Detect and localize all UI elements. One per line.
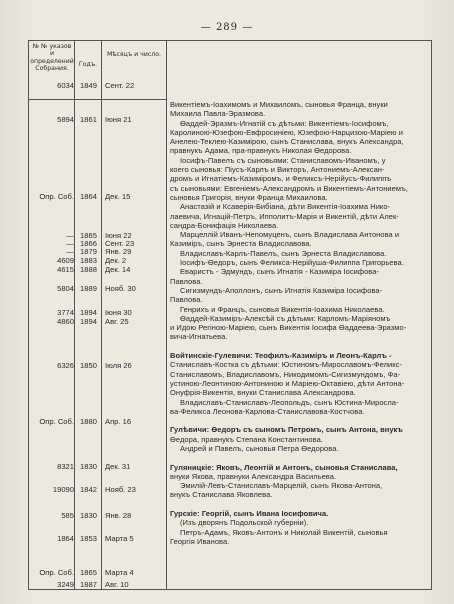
register-year: 1849 <box>80 81 97 90</box>
column-divider <box>101 41 102 589</box>
register-ref: 4860 <box>57 317 74 326</box>
register-ref: 6326 <box>57 361 74 370</box>
text-line: дромъ и Игнатіемъ-Казиміромъ, и Феликсъ-Нерійусъ-Филиппъ <box>170 174 392 184</box>
text-column <box>170 100 428 546</box>
register-date: Нояб. 30 <box>105 284 136 293</box>
text-line: Анастазій и Ксаверія-Бибіана, дѣти Викентія-Іоахима Нико- <box>180 202 391 212</box>
register-year: 1887 <box>80 580 97 589</box>
register-year: 1866 <box>80 239 97 248</box>
register-year: 1894 <box>80 308 97 317</box>
register-date: Марта 5 <box>105 534 134 543</box>
register-year: 1889 <box>80 284 97 293</box>
text-line: Петръ-Адамъ, Яковъ-Антонъ и Николай Викентій, сыновья <box>180 527 388 537</box>
register-date: Дек. 31 <box>105 462 131 471</box>
text-line: и Идою Регіною-Маріею, сынъ Викентія Іосифа Ѳаддеева-Эразмо- <box>170 323 407 333</box>
register-ref: — <box>66 239 74 248</box>
register-date: Дек. 15 <box>105 192 131 201</box>
register-year: 1865 <box>80 231 97 240</box>
register-year: 1853 <box>80 534 97 543</box>
register-ref: 8321 <box>57 462 74 471</box>
register-ref: Опр. Соб. <box>39 417 74 426</box>
text-line: Павлова. <box>170 276 203 286</box>
register-ref: 19090 <box>52 485 74 494</box>
register-year: 1894 <box>80 317 97 326</box>
text-line: Владиславъ-Карлъ-Павелъ, сынъ Эрнеста Владиславова. <box>180 248 387 258</box>
register-date: Сент. 23 <box>105 239 135 248</box>
register-date: Нояб. 23 <box>105 485 136 494</box>
text-line: (Изъ дворянъ Подольской губерніи). <box>180 518 309 528</box>
header-year: Годъ. <box>78 61 98 68</box>
text-line: Марцеллій Иванъ-Непомуценъ, сынъ Владислава Антонова и <box>180 230 400 240</box>
text-line: Онуфрія-Викентія, внуки Станислава Александрова. <box>170 388 356 398</box>
register-date: Iюня 30 <box>105 308 132 317</box>
text-line: внуки Якова, правнуки Александра Васильева. <box>170 471 337 481</box>
text-line: Михаила Павла-Эразмова. <box>170 109 266 119</box>
register-year: 1830 <box>80 462 97 471</box>
register-date: Авг. 10 <box>105 580 129 589</box>
register-date: Дек. 14 <box>105 265 131 274</box>
register-ref: 4615 <box>57 265 74 274</box>
register-date: Авг. 25 <box>105 317 129 326</box>
text-line: Павлова. <box>170 295 203 305</box>
page-number: — 289 — <box>200 22 254 33</box>
text-line: Андрей и Павелъ, сыновья Петра Ѳедорова. <box>180 443 339 453</box>
text-line: Гулѣвичи: Ѳедоръ съ сыномъ Петромъ, сынъ Антона, внукъ <box>170 425 403 435</box>
register-year: 1880 <box>80 417 97 426</box>
header-date: Мѣсяцъ и число. <box>107 51 161 58</box>
text-line: Генрихъ и Францъ, сыновья Викентія-Іоахима Николаева. <box>180 304 385 314</box>
register-date: Янв. 29 <box>105 247 132 256</box>
register-year: 1861 <box>80 115 97 124</box>
text-line: Ѳаддей-Эразмъ-Игнатій съ дѣтьми: Викентіемъ-Іосифомъ, <box>180 118 389 128</box>
column-divider <box>74 41 75 589</box>
text-line: Казиміръ, сынъ Эрнеста Владиславова. <box>170 239 312 249</box>
register-year: 1850 <box>80 361 97 370</box>
text-line: Ѳаддей-Казиміръ-Алексѣй съ дѣтьми: Карломъ-Маріяномъ <box>180 313 391 323</box>
text-line: съ сыновьями: Евгеніемъ-Александромъ и Викентіемъ-Антониемъ, <box>170 183 408 193</box>
text-line: лаевича, Игнацій-Петръ, Ипполитъ-Марія и Викентій, дѣти Алек- <box>170 211 399 221</box>
text-line: Войтинскіе-Гулевичи: Теофилъ-Казиміръ и Леонъ-Карлъ - <box>170 351 392 361</box>
register-date: Марта 4 <box>105 568 134 577</box>
register-year: 1864 <box>80 192 97 201</box>
register-date: Iюня 22 <box>105 231 132 240</box>
register-ref: — <box>66 231 74 240</box>
text-line: сыновья Григорія, внуки Франца Михаилова. <box>170 192 328 202</box>
register-year: 1883 <box>80 256 97 265</box>
text-line: Гуляницкіе: Яковъ, Леонтій и Антонъ, сыновья Станислава, <box>170 462 398 472</box>
register-ref: — <box>66 247 74 256</box>
register-year: 1842 <box>80 485 97 494</box>
text-line: Викентіемъ-Іоахимомъ и Михаиломъ, сыновья Франца, внуки <box>170 100 388 109</box>
register-ref: 6034 <box>57 81 74 90</box>
text-line <box>170 416 428 425</box>
text-line: Ѳедора, правнукъ Степана Константинова. <box>170 434 323 444</box>
text-line: Гурскіе: Георгій, сынъ Ивана Іосифовича. <box>170 509 329 519</box>
text-line <box>170 453 428 462</box>
text-line <box>170 342 428 351</box>
text-line <box>170 500 428 509</box>
text-line: Евaристъ - Эдмундъ, сынъ Игнатія - Казиміра Іосифова- <box>180 267 380 277</box>
register-ref: 1864 <box>57 534 74 543</box>
text-line: Іосифъ-Павелъ съ сыновьями: Станиславомъ-Иваномъ, у <box>180 155 386 165</box>
register-ref: 3249 <box>57 580 74 589</box>
register-date: Iюня 21 <box>105 115 132 124</box>
text-line: Станиславомъ, Владиславомъ, Никодимомъ-Сигизмундомъ, Фа- <box>170 369 401 379</box>
register-date: Дек. 2 <box>105 256 127 265</box>
register-date: Апр. 16 <box>105 417 132 426</box>
text-line: Владиславъ-Станиславъ-Леопольдъ, сынъ Юстина-Миросла- <box>180 397 399 407</box>
register-ref: Опр. Соб. <box>39 568 74 577</box>
register-ref: 5804 <box>57 284 74 293</box>
register-year: 1888 <box>80 265 97 274</box>
text-line: внукъ Станислава Яковлева. <box>170 490 273 500</box>
register-date: Iюля 26 <box>105 361 132 370</box>
text-line: Эмилій-Левъ-Станиславъ-Марцелій, сынъ Якова-Антона, <box>180 481 383 491</box>
register-year: 1879 <box>80 247 97 256</box>
register-ref: 3774 <box>57 308 74 317</box>
register-ref: 585 <box>61 511 74 520</box>
register-ref: 4609 <box>57 256 74 265</box>
text-line: ва-Феликса Леонова-Карлова-Станиславова-Костчова. <box>170 406 365 416</box>
register-ref: Опр. Соб. <box>39 192 74 201</box>
text-line: коего сыновья: Піусъ-Карлъ и Викторъ, Антониемъ-Алексан- <box>170 165 385 175</box>
register-table <box>28 40 432 590</box>
register-year: 1865 <box>80 568 97 577</box>
register-date: Янв. 28 <box>105 511 132 520</box>
text-line: Сигизмундъ-Аполлонъ, сынъ Игнатія Казиміра Іосифова- <box>180 285 383 295</box>
text-line: Анелею-Теклею-Казимірою, сынъ Станислава, внукъ Александра, <box>170 137 404 147</box>
text-line: Іосифъ-Ѳедоръ, сынъ Феликса-Нерійуша-Филиппа Григорьева. <box>180 258 404 268</box>
header-ref: № № указов и определений Собрания. <box>30 43 74 73</box>
text-line: Станиславъ-Костка съ дѣтьми: Юстиномъ-Мирославомъ-Феликс- <box>170 360 403 370</box>
header-divider <box>29 99 166 100</box>
register-ref: 5894 <box>57 115 74 124</box>
text-line: Георгія Иванова. <box>170 536 230 546</box>
register-year: 1830 <box>80 511 97 520</box>
register-date: Сент. 22 <box>105 81 135 90</box>
text-line: устиною-Леонтиною-Антониною и Маріею-Октавіею, дѣти Антона- <box>170 378 405 388</box>
text-line: Каролиною-Юзефою-Евфросиніею, Юзефою-Нарцизою-Маріею и <box>170 127 403 137</box>
text-line: вича-Игнатьева. <box>170 332 228 342</box>
text-line: сандра-Бонифація Николаева. <box>170 220 279 230</box>
text-line: правнукъ Адама, пра-правнукъ Николая Ѳедорова. <box>170 146 352 156</box>
